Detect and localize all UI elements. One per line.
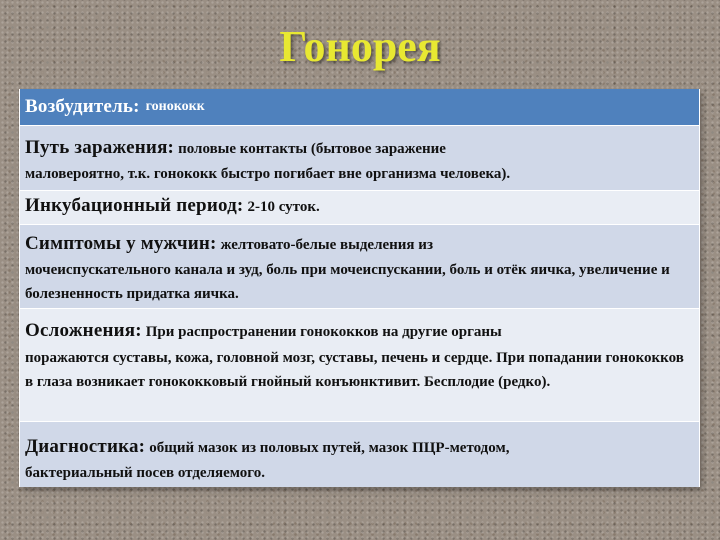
row-first-line xyxy=(25,135,693,162)
row-diagnostics xyxy=(20,421,699,487)
row-text: гонококк xyxy=(145,99,205,114)
row-complications xyxy=(20,308,699,421)
row-label: Путь заражения: xyxy=(25,137,175,158)
row-text: общий мазок из половых путей, мазок ПЦР-методом, xyxy=(149,440,510,456)
row-text: При распространении гонококков на другие органы xyxy=(145,324,502,340)
row-pathogen xyxy=(20,89,699,125)
row-first-line xyxy=(25,317,693,346)
row-first-line xyxy=(25,434,693,461)
row-continuation: маловероятно, т.к. гонококк быстро погибает вне организма человека). xyxy=(25,166,511,182)
row-continuation: бактериальный посев отделяемого. xyxy=(25,465,265,481)
row-label: Симптомы у мужчин: xyxy=(25,233,217,254)
row-label: Диагностика: xyxy=(25,436,146,457)
row-symptoms xyxy=(20,224,699,308)
row-text: половые контакты (бытовое заражение xyxy=(178,141,446,157)
row-transmission xyxy=(20,125,699,190)
row-text: 2-10 суток. xyxy=(247,199,320,215)
row-label: Осложнения: xyxy=(25,320,142,341)
row-text: желтовато-белые выделения из xyxy=(220,237,433,253)
row-label: Возбудитель: xyxy=(25,96,140,117)
info-table xyxy=(19,89,700,487)
row-incubation xyxy=(20,190,699,224)
row-continuation: поражаются суставы, кожа, головной мозг, суставы, печень и сердце. При попадании гонококков в глаза возникает гонококковый гнойный конъюнктивит. Бесплодие (редко). xyxy=(25,350,684,390)
row-continuation: мочеиспускательного канала и зуд, боль при мочеиспускании, боль и отёк яичка, увеличение и болезненность придатка яичка. xyxy=(25,262,670,302)
row-label: Инкубационный период: xyxy=(25,195,244,216)
slide-title: Гонорея xyxy=(279,22,441,71)
row-first-line xyxy=(25,231,693,258)
